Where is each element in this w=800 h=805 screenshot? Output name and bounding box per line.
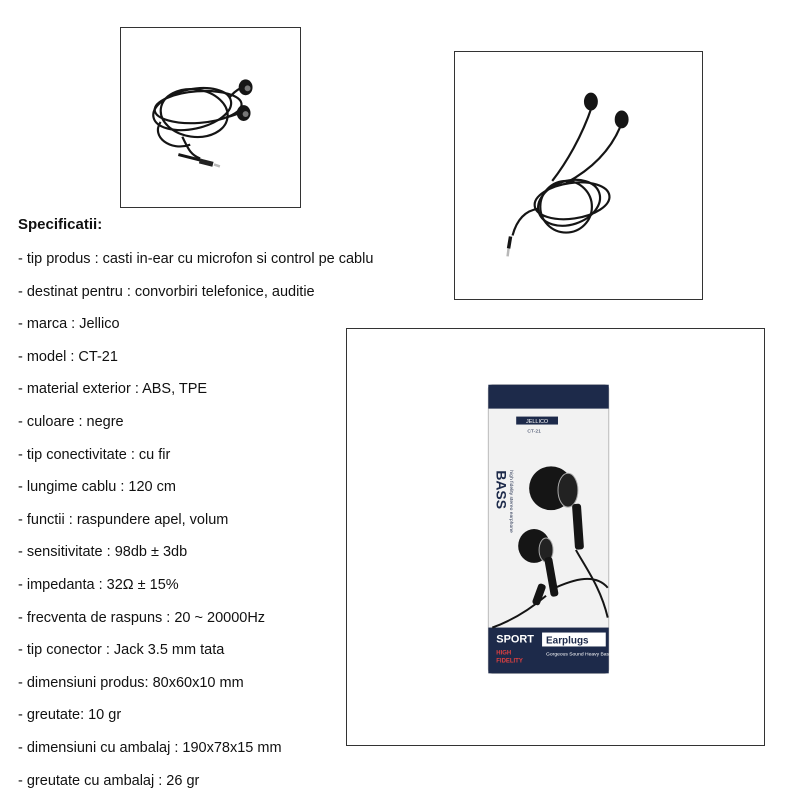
spec-item: - model : CT-21 xyxy=(18,349,373,382)
earphones-cable-image xyxy=(455,52,702,299)
package-brand-label: JELLICO xyxy=(526,419,548,425)
package-hifi-line2: FIDELITY xyxy=(496,658,523,664)
spec-item: - culoare : negre xyxy=(18,414,373,447)
spec-item: - tip produs : casti in-ear cu microfon si control pe cablu xyxy=(18,251,373,284)
package-side-subtext: high fidelity stereo earphone xyxy=(508,470,514,533)
spec-item: - sensitivitate : 98db ± 3db xyxy=(18,544,373,577)
product-photo-package xyxy=(346,328,765,746)
package-side-text: BASS xyxy=(493,470,509,509)
spec-item: - greutate: 10 gr xyxy=(18,707,373,740)
package-hifi-line1: HIGH xyxy=(496,650,511,656)
package-earplugs-label: Earplugs xyxy=(546,635,589,646)
specs-title: Specificatii: xyxy=(18,216,102,233)
spec-item: - functii : raspundere apel, volum xyxy=(18,512,373,545)
spec-item: - destinat pentru : convorbiri telefonice, auditie xyxy=(18,284,373,317)
spec-item: - impedanta : 32Ω ± 15% xyxy=(18,577,373,610)
spec-item: - dimensiuni produs: 80x60x10 mm xyxy=(18,675,373,708)
product-photo-coiled xyxy=(120,27,301,208)
product-photo-cable xyxy=(454,51,703,300)
spec-item: - lungime cablu : 120 cm xyxy=(18,479,373,512)
earphones-coiled-image xyxy=(121,28,300,207)
package-model-label: CT-21 xyxy=(527,429,541,435)
package-image xyxy=(347,329,764,745)
spec-item: - dimensiuni cu ambalaj : 190x78x15 mm xyxy=(18,740,373,773)
spec-item: - tip conector : Jack 3.5 mm tata xyxy=(18,642,373,675)
spec-item: - tip conectivitate : cu fir xyxy=(18,447,373,480)
spec-item: - greutate cu ambalaj : 26 gr xyxy=(18,773,373,805)
spec-item: - material exterior : ABS, TPE xyxy=(18,381,373,414)
spec-item: - marca : Jellico xyxy=(18,316,373,349)
package-tagline: Gorgeous Sound Heavy Bass xyxy=(546,651,612,657)
package-sport-label: SPORT xyxy=(496,633,534,645)
spec-item: - frecventa de raspuns : 20 ~ 20000Hz xyxy=(18,610,373,643)
specs-list xyxy=(18,251,373,805)
